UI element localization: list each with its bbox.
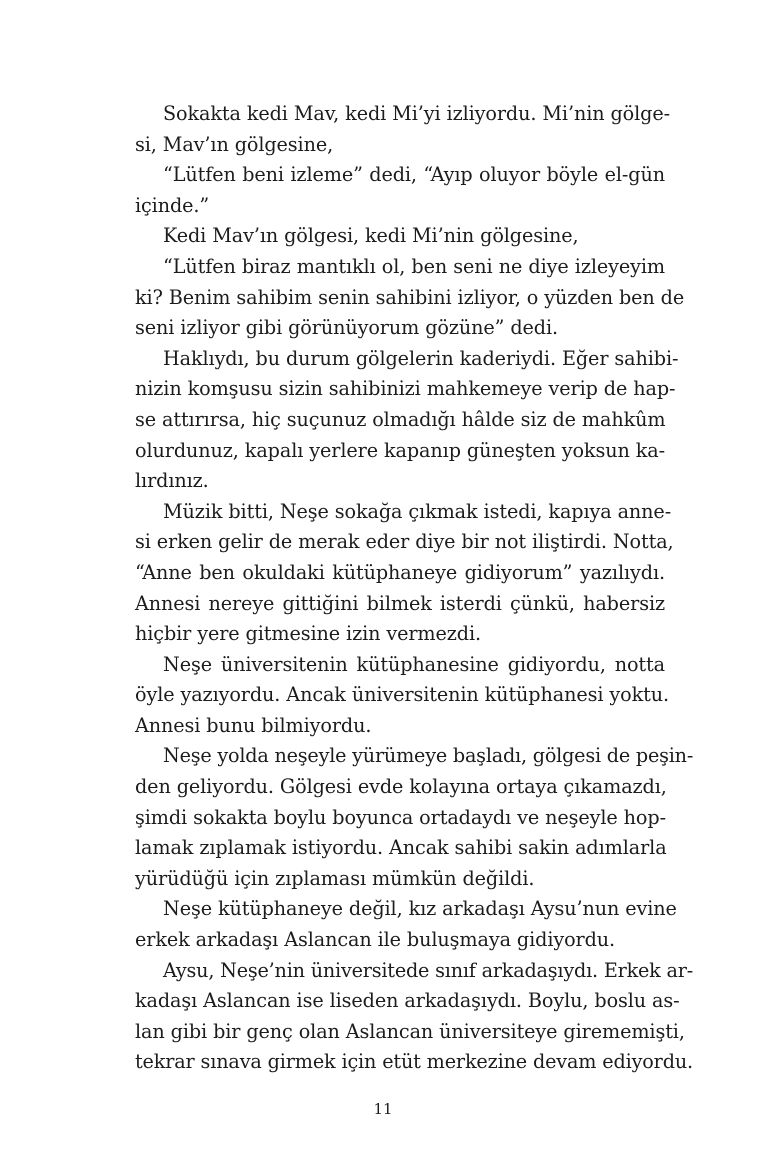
- text-line: tekrar sınava girmek için etüt merkezine devam ediyordu.: [135, 1050, 693, 1074]
- text-line: Haklıydı, bu durum gölgelerin kaderiydi. Eğer sahibi-: [163, 346, 679, 370]
- text-line: Kedi Mav’ın gölgesi, kedi Mi’nin gölgesine,: [163, 224, 579, 248]
- text-line: olurdunuz, kapalı yerlere kapanıp güneşten yoksun ka-: [135, 438, 665, 462]
- text-line: öyle yazıyordu. Ancak üniversitenin kütüphanesi yoktu.: [135, 683, 669, 707]
- paragraph-1: [107, 99, 670, 160]
- text-line: lan gibi bir genç olan Aslancan üniversiteye girememişti,: [135, 1019, 685, 1043]
- text-line: Neşe yolda neşeyle yürümeye başladı, gölgesi de peşin-: [163, 744, 694, 768]
- text-line: Annesi bunu bilmiyordu.: [135, 713, 372, 737]
- paragraph-4: [107, 252, 685, 344]
- paragraph-5: [107, 344, 679, 497]
- text-line: si erken gelir de merak eder diye bir not iliştirdi. Notta,: [135, 530, 674, 554]
- text-line: “Anne ben okuldaki kütüphaneye gidiyorum” yazılıydı.: [135, 560, 665, 584]
- text-line: nizin komşusu sizin sahibinizi mahkemeye verip de hap-: [135, 377, 676, 401]
- text-line: Müzik bitti, Neşe sokağa çıkmak istedi, kapıya anne-: [163, 499, 672, 523]
- text-line: kadaşı Aslancan ise liseden arkadaşıydı. Boylu, boslu as-: [135, 989, 680, 1013]
- text-line: se attırırsa, hiç suçunuz olmadığı hâlde siz de mahkûm: [135, 407, 666, 431]
- text-line: Annesi nereye gittiğini bilmek isterdi çünkü, habersiz: [135, 591, 665, 615]
- text-line: erkek arkadaşı Aslancan ile buluşmaya gidiyordu.: [135, 928, 616, 952]
- text-line: den geliyordu. Gölgesi evde kolayına ortaya çıkamazdı,: [135, 775, 667, 799]
- text-line: yürüdüğü için zıplaması mümkün değildi.: [135, 866, 535, 890]
- text-line: ki? Benim sahibim senin sahibini izliyor, o yüzden ben de: [135, 285, 685, 309]
- text-line: hiçbir yere gitmesine izin vermezdi.: [135, 622, 482, 646]
- paragraph-9: [107, 894, 677, 955]
- text-line: lamak zıplamak istiyordu. Ancak sahibi sakin adımlarla: [135, 836, 667, 860]
- paragraph-8: [107, 741, 694, 894]
- text-line: Neşe üniversitenin kütüphanesine gidiyordu, notta: [163, 652, 665, 676]
- book-page-body: [107, 99, 694, 1078]
- text-line: “Lütfen beni izleme” dedi, “Ayıp oluyor böyle el-gün: [163, 163, 665, 187]
- page-number: 11: [373, 1100, 393, 1118]
- text-line: Neşe kütüphaneye değil, kız arkadaşı Aysu’nun evine: [163, 897, 677, 921]
- paragraph-3: [107, 221, 665, 252]
- text-line: Aysu, Neşe’nin üniversitede sınıf arkadaşıydı. Erkek ar-: [163, 958, 693, 982]
- text-line: şimdi sokakta boylu boyunca ortadaydı ve neşeyle hop-: [135, 805, 666, 829]
- text-line: “Lütfen biraz mantıklı ol, ben seni ne diye izleyeyim: [163, 254, 665, 278]
- paragraph-7: [107, 650, 669, 742]
- paragraph-10: [107, 956, 693, 1078]
- text-line: lırdınız.: [135, 469, 209, 493]
- paragraph-6: [107, 497, 674, 650]
- text-line: si, Mav’ın gölgesine,: [135, 132, 334, 156]
- text-line: seni izliyor gibi görünüyorum gözüne” dedi.: [135, 316, 558, 340]
- paragraph-2: [107, 160, 665, 221]
- text-line: Sokakta kedi Mav, kedi Mi’yi izliyordu. Mi’nin gölge-: [163, 102, 670, 125]
- text-line: içinde.”: [135, 193, 210, 217]
